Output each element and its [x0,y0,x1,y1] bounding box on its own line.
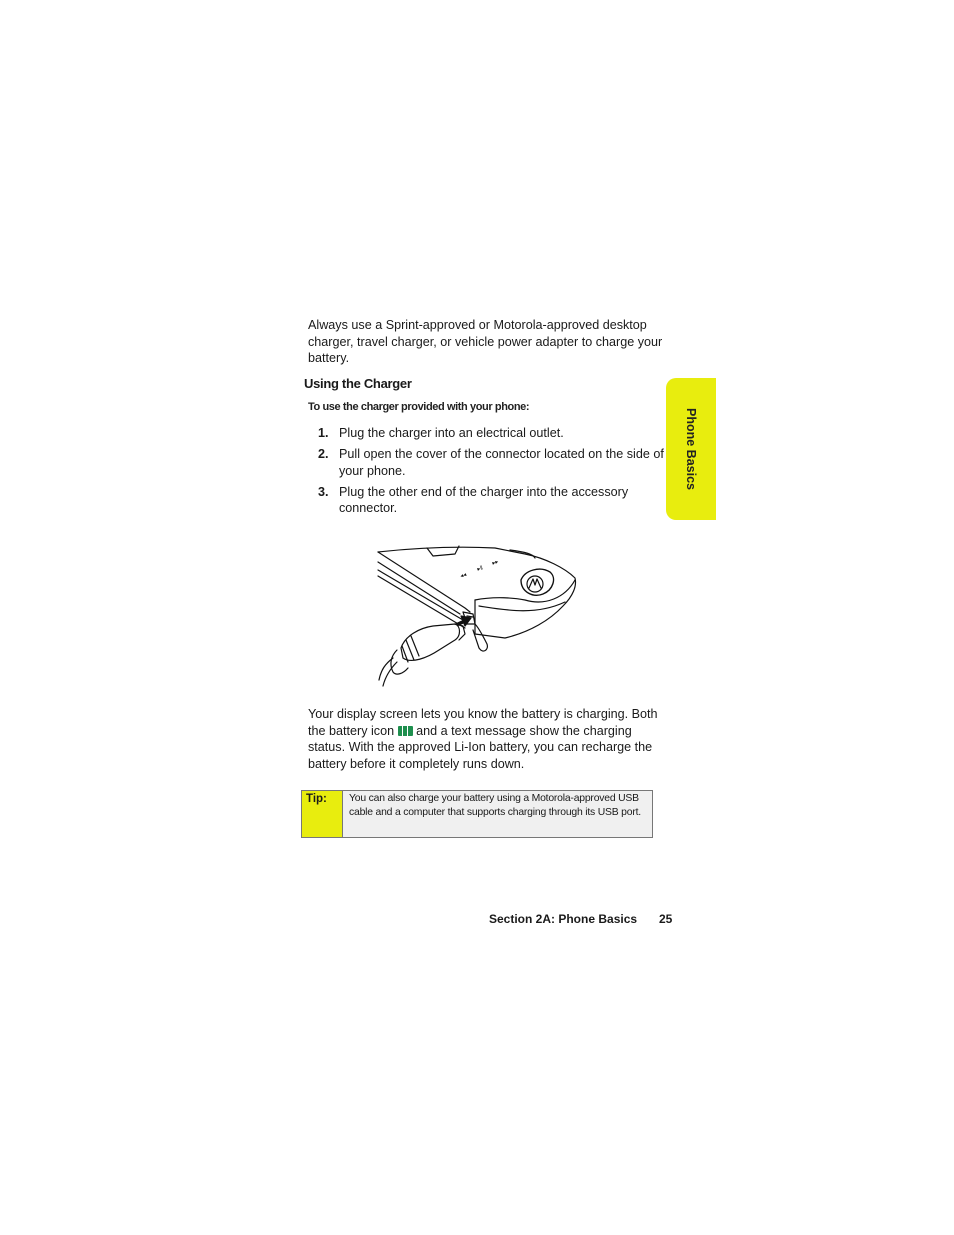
list-item [308,484,668,517]
steps-list [308,425,668,521]
svg-text:▸‖: ▸‖ [476,565,484,573]
charging-text-after: and a text message show the charging status. With the approved Li-Ion battery, you can recharge the battery before it completely runs down. [308,723,653,771]
tip-label: Tip: [302,791,343,837]
step-number: 1. [318,426,329,440]
section-heading: Using the Charger [304,376,412,391]
battery-icon [398,726,413,736]
svg-text:◂◂: ◂◂ [459,572,468,580]
step-number: 3. [318,484,329,499]
step-number: 2. [318,447,329,461]
tip-box [301,790,653,838]
tip-text: You can also charge your battery using a Motorola-approved USB cable and a computer that supports charging through its USB port. [349,793,641,818]
page-number: 25 [659,912,673,926]
chapter-tab [666,378,716,520]
charger-illustration [375,540,580,690]
svg-text:▸▸: ▸▸ [491,559,500,567]
chapter-tab-label: Phone Basics [684,408,698,490]
procedure-subheading: To use the charger provided with your phone: [308,401,530,413]
list-item [308,446,668,479]
step-text: Plug the other end of the charger into the accessory connector. [339,484,629,515]
step-text: Plug the charger into an electrical outlet. [339,426,564,440]
footer-section-title: Section 2A: Phone Basics [489,912,638,926]
step-text: Pull open the cover of the connector located on the side of your phone. [339,447,664,478]
intro-paragraph: Always use a Sprint-approved or Motorola-approved desktop charger, travel charger, or vehicle power adapter to charge your battery. [308,318,663,365]
charging-status-paragraph [308,706,663,772]
list-item [308,425,668,442]
charging-text-before: Your display screen lets you know the battery is charging. Both the battery icon [308,707,658,738]
